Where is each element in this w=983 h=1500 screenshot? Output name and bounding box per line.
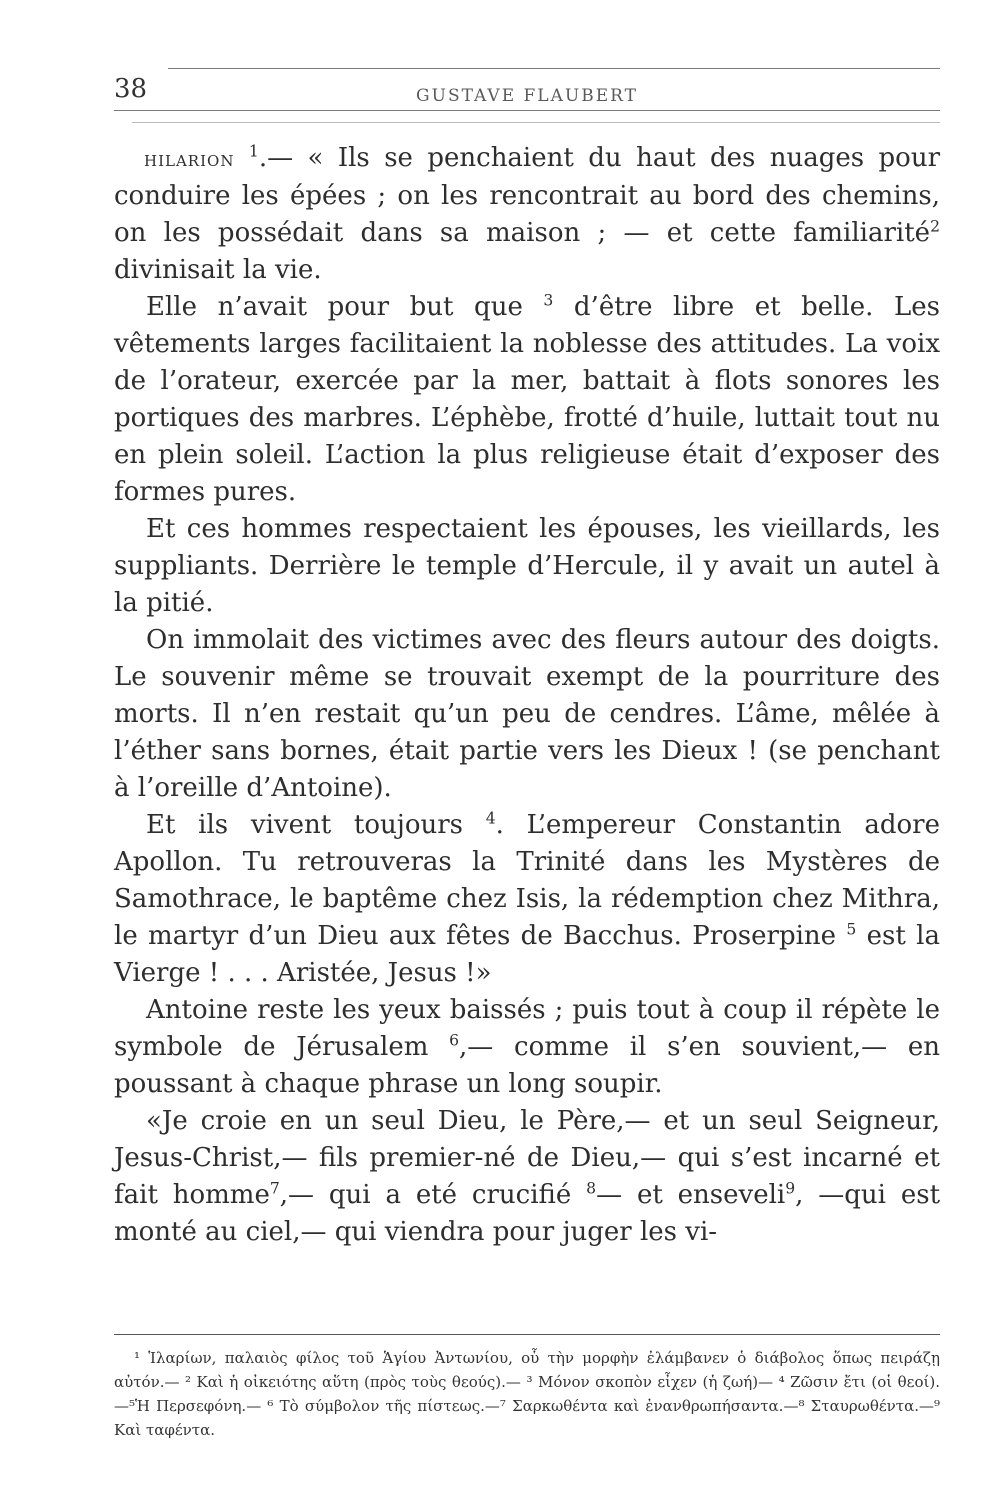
paragraph: [114, 140, 940, 289]
paragraph-text: Et ils vivent toujours: [146, 810, 463, 840]
paragraph-text: .— « Ils se penchaient du haut des nuages pour conduire les épées ; on les rencontrait au bord des chemins, on les possédait dans sa maison ; — et cette familiarité: [114, 143, 941, 248]
body-text: [114, 140, 940, 1251]
paragraph-text: Antoine reste les yeux baissés ; puis tout à coup il répète le symbole de Jérusalem: [114, 995, 940, 1062]
paragraph: [114, 807, 940, 992]
footnote-ref: 8: [586, 1179, 597, 1198]
paragraph-text: divinisait la vie.: [114, 255, 322, 285]
footnote-ref: 1: [248, 142, 259, 161]
footnotes: [114, 1346, 940, 1442]
paragraph: [114, 1103, 940, 1251]
footnote-rule: [114, 1334, 940, 1335]
footnote-ref: 3: [543, 291, 554, 310]
paragraph-text: ,— comme il s’en souvient,— en poussant à chaque phrase un long soupir.: [114, 1032, 940, 1099]
page-header: [114, 74, 940, 104]
paragraph-text: est la Vierge ! . . . Aristée, Jesus !»: [114, 921, 940, 988]
running-title: GUSTAVE FLAUBERT: [416, 86, 638, 106]
paragraph-text: . L’empereur Constantin adore Apollon. Tu retrouveras la Trinité dans les Mystères de Samothrace, le baptême chez Isis, la rédemption chez Mithra, le martyr d’un Dieu aux fêtes de Bacchus. Proserpine: [114, 810, 940, 951]
header-rule-thin: [132, 122, 940, 123]
paragraph: [114, 289, 940, 511]
paragraph-text: ,— qui a eté crucifié: [279, 1180, 572, 1210]
paragraph: On immolait des victimes avec des fleurs autour des doigts. Le souvenir même se trouvait exempt de la pourriture des morts. Il n’en restait qu’un peu de cendres. L’âme, mêlée à l’éther sans bornes, était partie vers les Dieux ! (se penchant à l’oreille d’Antoine).: [114, 625, 940, 803]
speaker-name: hilarion: [144, 147, 235, 172]
header-rule-bottom: [114, 110, 940, 111]
footnote-ref: 4: [485, 809, 496, 828]
footnote-ref: 6: [449, 1031, 460, 1050]
page-number: 38: [114, 74, 148, 104]
footnote-text: ¹ Ἱλαρίων, παλαιὸς φίλος τοῦ Ἁγίου Ἀντωνίου, οὗ τὴν μορφὴν ἐλάμβανεν ὁ διάβολος ὅπως πειράζῃ αὐτόν.— ² Καὶ ἡ οἰκειότης αὕτη (πρὸς τοὺς θεούς).— ³ Μόνον σκοπὸν εἶχεν (ἡ ζωή)— ⁴ Ζῶσιν ἔτι (οἱ θεοί).—⁵Ἡ Περσεφόνη.— ⁶ Τὸ σύμβολον τῆς πίστεως.—⁷ Σαρκωθέντα καὶ ἐνανθρωπήσαντα.—⁸ Σταυρωθέντα.—⁹ Καὶ ταφέντα.: [114, 1349, 940, 1439]
paragraph-text: Elle n’avait pour but que: [146, 292, 523, 322]
header-rule-top: [168, 68, 940, 69]
paragraph-text: , —qui est monté au ciel,— qui viendra pour juger les vi-: [114, 1180, 941, 1247]
footnote-ref: 7: [269, 1179, 280, 1198]
footnote-ref: 2: [930, 217, 940, 236]
paragraph-text: — et enseveli: [596, 1180, 786, 1210]
paragraph: [114, 992, 940, 1103]
paragraph-text: «Je croie en un seul Dieu, le Père,— et un seul Seigneur, Jesus-Christ,— fils premier-né de Dieu,— qui s’est incarné et fait homme: [114, 1106, 940, 1210]
footnote-ref: 5: [846, 920, 857, 939]
footnote-ref: 9: [785, 1179, 796, 1198]
paragraph-text: d’être libre et belle. Les vêtements larges facilitaient la noblesse des attitudes. La voix de l’orateur, exercée par la mer, battait à flots sonores les portiques des marbres. L’éphèbe, frotté d’huile, luttait tout nu en plein soleil. L’action la plus religieuse était d’exposer des formes pures.: [114, 292, 940, 507]
paragraph: Et ces hommes respectaient les épouses, les vieillards, les suppliants. Derrière le temple d’Hercule, il y avait un autel à la pitié.: [114, 514, 940, 618]
